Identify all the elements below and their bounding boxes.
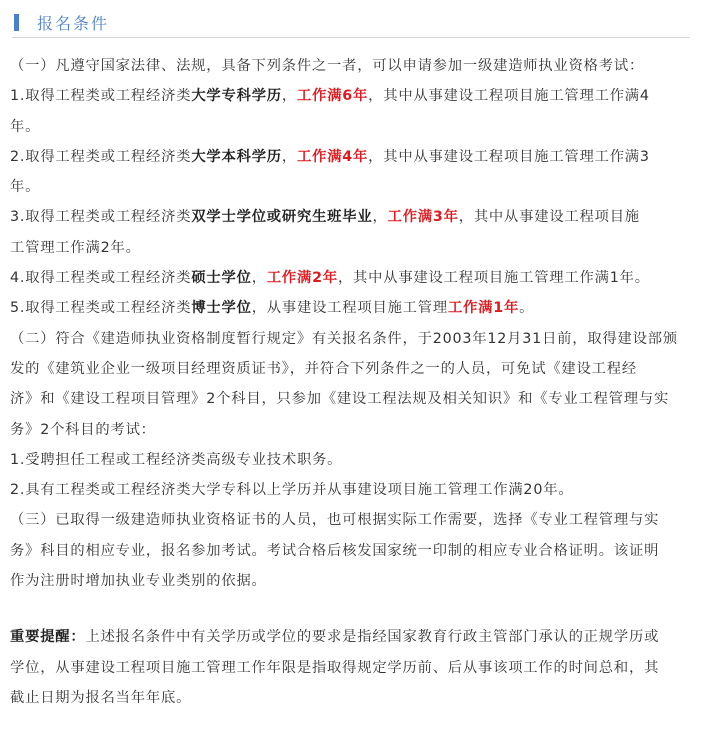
degree-highlight: 双学士学位或研究生班毕业: [191, 209, 373, 226]
notice-line-3: 截止日期为报名当年年底。: [10, 689, 192, 706]
degree-highlight: 硕士学位: [191, 270, 252, 287]
section2-line-4: 务》2个科目的考试：: [10, 421, 156, 438]
section3-line-3: 作为注册时增加执业专业类别的依据。: [10, 573, 267, 590]
condition-item-4: 4.取得工程类或工程经济类硕士学位，工作满2年，其中从事建设工程项目施工管理工作满1年。: [10, 270, 650, 287]
notice-line-2: 学位，从事建设工程项目施工管理工作年限是指取得规定学历前、后从事该项工作的时间总和，其: [10, 659, 660, 676]
work-years-highlight: 工作满3年: [387, 209, 459, 226]
condition-item-5: 5.取得工程类或工程经济类博士学位，从事建设工程项目施工管理工作满1年。: [10, 300, 535, 317]
condition-item-3-cont: 工管理工作满2年。: [10, 239, 141, 256]
header-accent-bar: [14, 14, 19, 31]
header-divider: [12, 37, 690, 38]
section2-line-3: 济》和《建设工程项目管理》2个科目，只参加《建设工程法规及相关知识》和《专业工程管理与实: [10, 391, 670, 408]
degree-highlight: 博士学位: [191, 300, 252, 317]
section3-line-1: （三）已取得一级建造师执业资格证书的人员，也可根据实际工作需要，选择《专业工程管理与实: [10, 512, 660, 529]
notice-label: 重要提醒：: [10, 629, 86, 646]
section2-line-2: 发的《建筑业企业一级项目经理资质证书》，并符合下列条件之一的人员，可免试《建设工程经: [10, 360, 637, 377]
paragraph-spacer: [10, 596, 696, 622]
condition-item-3: 3.取得工程类或工程经济类双学士学位或研究生班毕业，工作满3年，其中从事建设工程项目施: [10, 209, 640, 226]
condition-item-1: 1.取得工程类或工程经济类大学专科学历，工作满6年，其中从事建设工程项目施工管理工作满4: [10, 88, 650, 105]
header-title: 报名条件: [37, 13, 110, 33]
work-years-highlight: 工作满4年: [297, 148, 369, 165]
section3-line-2: 务》科目的相应专业，报名参加考试。考试合格后核发国家统一印制的相应专业合格证明。该证明: [10, 542, 660, 559]
degree-highlight: 大学专科学历: [191, 88, 282, 105]
degree-highlight: 大学本科学历: [191, 148, 282, 165]
article-body: [10, 51, 696, 713]
section1-intro: （一）凡遵守国家法律、法规，具备下列条件之一者，可以申请参加一级建造师执业资格考试：: [10, 58, 645, 74]
section-header: [14, 10, 109, 34]
condition-item-2: 2.取得工程类或工程经济类大学本科学历，工作满4年，其中从事建设工程项目施工管理工作满3: [10, 148, 650, 165]
work-years-highlight: 工作满2年: [266, 270, 338, 287]
section2-item-2: 2.具有工程类或工程经济类大学专科以上学历并从事建设项目施工管理工作满20年。: [10, 482, 574, 499]
work-years-highlight: 工作满6年: [297, 88, 369, 105]
work-years-highlight: 工作满1年: [447, 300, 520, 317]
section2-line-1: （二）符合《建造师执业资格制度暂行规定》有关报名条件，于2003年12月31日前，取得建设部颁: [10, 330, 678, 347]
section2-item-1: 1.受聘担任工程或工程经济类高级专业技术职务。: [10, 451, 343, 468]
notice-line-1: 重要提醒：上述报名条件中有关学历或学位的要求是指经国家教育行政主管部门承认的正规学历或: [10, 629, 660, 646]
condition-item-1-cont: 年。: [10, 118, 41, 135]
condition-item-2-cont: 年。: [10, 179, 41, 196]
